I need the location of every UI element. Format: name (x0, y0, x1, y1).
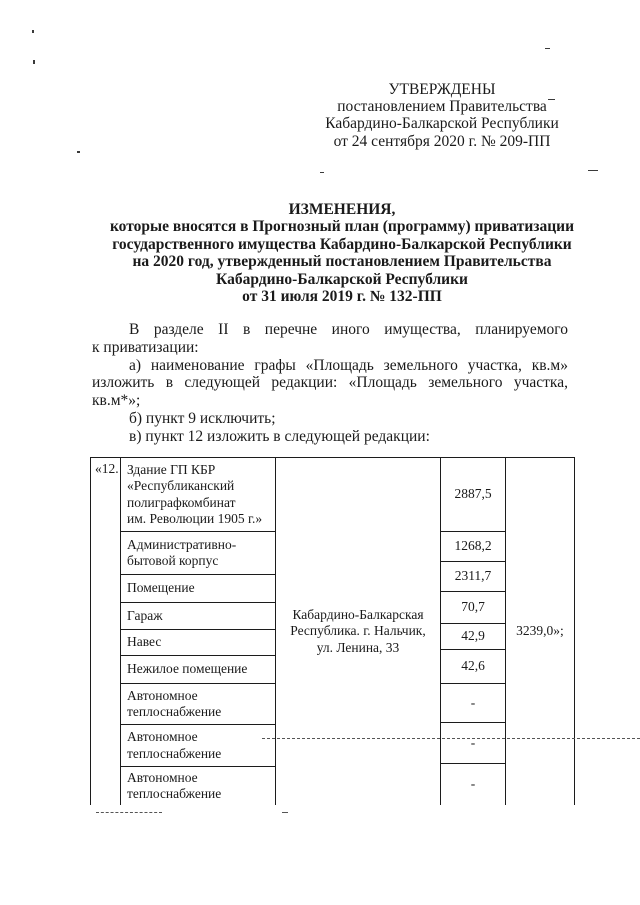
approval-line: постановлением Правительства (337, 98, 547, 116)
object-name-line: Нежилое помещение (127, 661, 248, 677)
item-a-paragraph (92, 357, 568, 410)
approval-line: от 24 сентября 2020 г. № 209-ПП (333, 132, 551, 150)
object-name-line: Навес (127, 634, 162, 650)
land-area-value: 3239,0»; (516, 623, 564, 639)
address-cell (276, 458, 441, 805)
object-name-cell (121, 575, 275, 603)
object-name-line: теплоснабжение (127, 704, 222, 719)
object-name-line: Автономное (127, 769, 198, 785)
body-line: кв.м*»; (92, 392, 141, 410)
object-name-line: «Республиканский (127, 478, 235, 493)
object-name-cell (121, 656, 275, 684)
body-line: В разделе II в перечне иного имущества, планируемого (129, 321, 568, 338)
area-cell: 1268,2 (441, 532, 505, 562)
object-name-line: Гараж (127, 607, 163, 623)
area-column (441, 458, 506, 805)
scan-artifact (545, 48, 550, 49)
object-name-line: теплоснабжение (127, 745, 222, 761)
approval-label: УТВЕРЖДЕНЫ (388, 81, 496, 98)
object-name-line: бытовой корпус (127, 553, 219, 568)
object-name-cell (121, 630, 275, 656)
title-heading: ИЗМЕНЕНИЯ, (288, 201, 396, 218)
body-line: к приватизации: (92, 338, 199, 356)
row-number: «12. (95, 461, 119, 476)
item-v-paragraph: в) пункт 12 изложить в следующей редакции: (129, 427, 430, 445)
object-name-line: теплоснабжение (127, 786, 222, 801)
object-name-line: им. Революции 1905 г.» (127, 511, 263, 526)
document-title (92, 201, 592, 305)
row-number-cell (91, 458, 121, 805)
scan-artifact (262, 738, 640, 739)
body-line: изложить в следующей редакции: «Площадь земельного участка, (92, 374, 568, 392)
body-line: а) наименование графы «Площадь земельного участка, кв.м» (129, 356, 568, 374)
object-name-line: Помещение (127, 580, 195, 596)
title-line: государственного имущества Кабардино-Балкарской Республики (112, 235, 572, 253)
object-name-column (121, 458, 276, 805)
scan-artifact (282, 812, 288, 813)
scan-artifact (33, 60, 35, 64)
land-area-cell (506, 458, 574, 805)
item-b-paragraph: б) пункт 9 исключить; (129, 409, 276, 427)
object-name-line: Здание ГП КБР (127, 461, 216, 477)
scan-artifact (77, 151, 80, 153)
title-line: на 2020 год, утвержденный постановлением Правительства (132, 253, 552, 271)
scan-artifact (96, 812, 162, 813)
object-name-cell (121, 458, 275, 532)
intro-paragraph (92, 321, 568, 357)
approval-block (312, 81, 572, 150)
area-cell: 2887,5 (441, 458, 505, 532)
object-name-cell (121, 532, 275, 575)
area-cell: 42,6 (441, 650, 505, 684)
object-name-cell (121, 603, 275, 630)
approval-line: Кабардино-Балкарской Республики (325, 115, 559, 133)
object-name-cell (121, 725, 275, 767)
area-cell: - (441, 684, 505, 723)
object-name-line: Административно- (127, 536, 237, 552)
object-name-line: Автономное (127, 687, 198, 703)
area-cell: - (441, 723, 505, 764)
address-line: Республика. г. Нальчик, (290, 623, 426, 639)
scan-artifact (32, 30, 34, 33)
object-name-cell (121, 684, 275, 725)
area-cell: 2311,7 (441, 562, 505, 592)
body-text (92, 321, 568, 446)
scan-artifact (588, 170, 598, 171)
object-name-line: полиграфкомбинат (127, 494, 236, 510)
area-cell: - (470, 776, 476, 792)
title-line: которые вносятся в Прогнозный план (программу) приватизации (109, 218, 575, 236)
area-cell: 42,9 (441, 624, 505, 650)
object-name-cell (121, 767, 275, 805)
scan-artifact (320, 172, 324, 173)
address-line: Кабардино-Балкарская (292, 606, 424, 622)
address-line: ул. Ленина, 33 (316, 639, 400, 655)
title-line: Кабардино-Балкарской Республики (216, 270, 468, 288)
changes-table (90, 457, 575, 805)
area-cell: 70,7 (441, 592, 505, 624)
object-name-line: Автономное (127, 729, 198, 744)
title-line: от 31 июля 2019 г. № 132-ПП (242, 288, 442, 306)
